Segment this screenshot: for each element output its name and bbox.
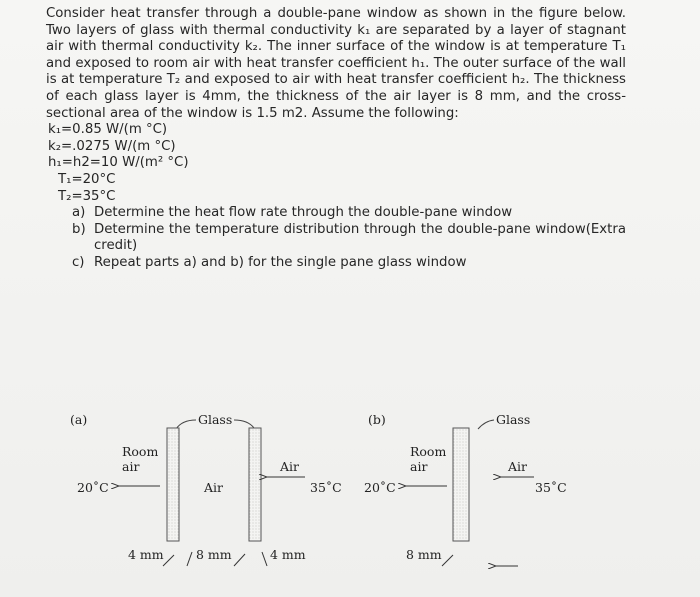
gap-air-label: Air <box>204 480 224 495</box>
room-air-label-b-1: Room <box>410 444 447 459</box>
panel-b-glass-label: Glass <box>496 412 531 427</box>
glass-pane-2 <box>249 428 261 541</box>
glass-pane-1 <box>167 428 179 541</box>
given-t2: T₂=35°C <box>58 188 116 204</box>
panel-a <box>70 412 342 566</box>
given-k2: k₂=.0275 W/(m °C) <box>48 138 176 154</box>
problem-paragraph: Consider heat transfer through a double-pane window as shown in the figure below. Two layers of glass with thermal conductivity k₁ are separated by a layer of stagnant air with thermal conductivity k₂. The inner surface of the window is at temperature T₁ and exposed to room air with heat transfer coefficient h₁. The outer surface of the wall is at temperature T₂ and exposed to air with heat transfer coefficient h₂. The thickness of each glass layer is 4mm, the thickness of the air layer is 8 mm, and the cross-sectional area of the window is 1.5 m2. Assume the following: <box>46 6 626 121</box>
dim-air: 8 mm <box>196 547 232 562</box>
given-h: h₁=h2=10 W/(m² °C) <box>48 155 189 171</box>
outer-temp-b: 35˚C <box>535 480 567 495</box>
part-text: Determine the temperature distribution through the double-pane window(Extra credit) <box>94 221 626 254</box>
dim-pointer-4 <box>262 552 267 566</box>
dim-pointer-3 <box>234 554 245 566</box>
panel-b <box>364 412 567 566</box>
room-air-label-a-2: air <box>122 459 140 474</box>
glass-pane-single <box>453 428 469 541</box>
dim-glass-1: 4 mm <box>128 547 164 562</box>
outside-air-label-b: Air <box>508 459 528 474</box>
given-t1: T₁=20°C <box>58 171 116 187</box>
dim-pointer-1 <box>163 555 174 566</box>
inner-temp-b: 20˚C <box>364 480 396 495</box>
room-air-label-a-1: Room <box>122 444 159 459</box>
panel-a-label: (a) <box>70 412 88 427</box>
room-air-label-b-2: air <box>410 459 428 474</box>
part-tag: c) <box>72 254 85 270</box>
glass-leader-right <box>234 420 254 428</box>
panel-b-label: (b) <box>368 412 386 427</box>
dim-glass-single: 8 mm <box>406 547 442 562</box>
panel-a-glass-label: Glass <box>198 412 233 427</box>
dim-pointer-2 <box>187 552 192 566</box>
part-text: Repeat parts a) and b) for the single pane glass window <box>94 254 467 270</box>
dim-glass-2: 4 mm <box>270 547 306 562</box>
part-tag: b) <box>72 221 86 237</box>
outside-air-label-a: Air <box>280 459 300 474</box>
part-text: Determine the heat flow rate through the double-pane window <box>94 205 513 221</box>
given-k1: k₁=0.85 W/(m °C) <box>48 122 168 138</box>
inner-temp-a: 20˚C <box>77 480 109 495</box>
glass-leader-b <box>478 420 494 429</box>
dim-pointer-b-left <box>442 555 453 566</box>
outer-temp-a: 35˚C <box>310 480 342 495</box>
part-tag: a) <box>72 205 86 221</box>
